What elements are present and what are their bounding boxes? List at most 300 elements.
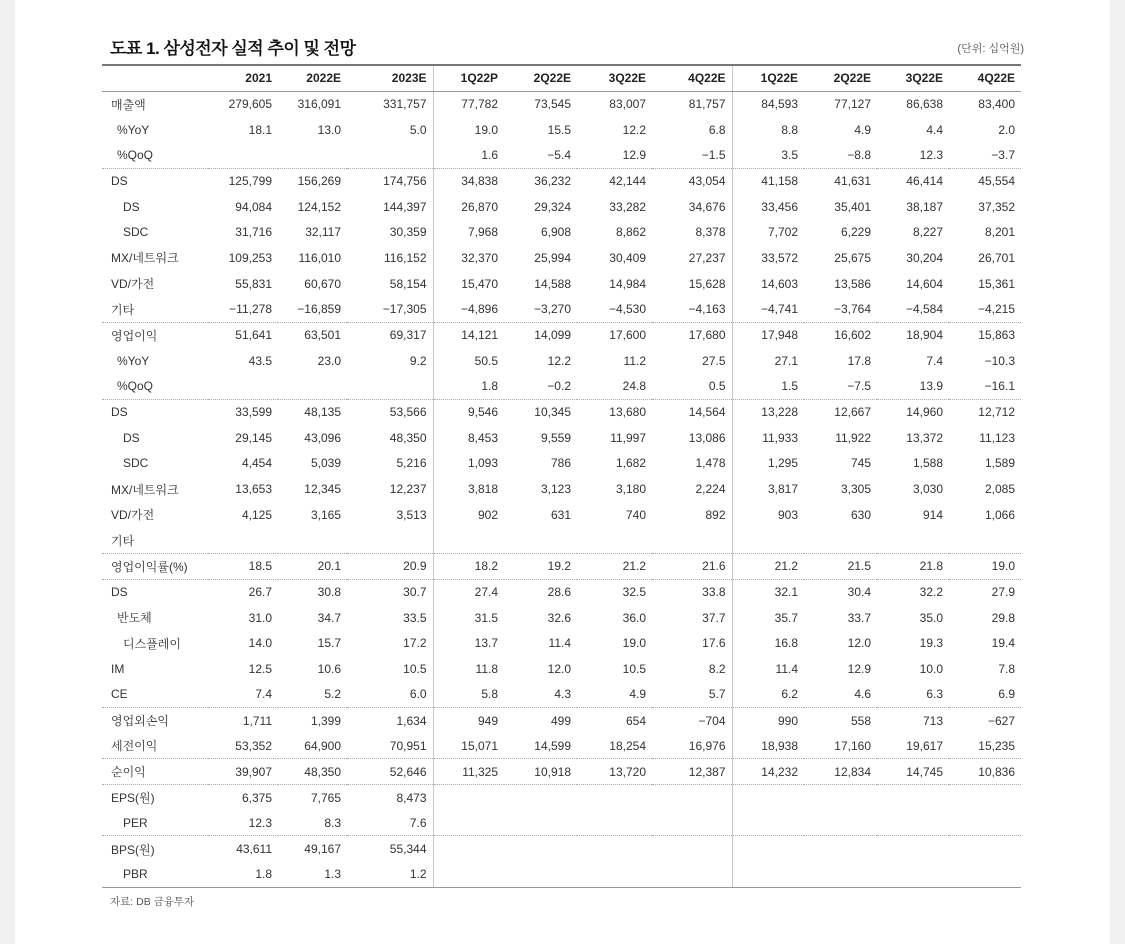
value-cell: 43,054 — [652, 168, 732, 194]
value-cell: 30,204 — [906, 250, 943, 265]
value-cell: 12,667 — [804, 399, 877, 425]
value-cell: 14.0 — [248, 636, 272, 651]
value-cell: 8,453 — [467, 430, 498, 445]
value-cell: −3,270 — [533, 302, 571, 317]
value-cell: −704 — [652, 708, 732, 734]
value-cell: 48,350 — [347, 425, 433, 451]
value-cell: 83,007 — [609, 97, 646, 112]
value-cell: 4.9 — [629, 687, 646, 702]
value-cell: 34.7 — [317, 610, 341, 625]
value-cell: 33.8 — [652, 579, 732, 605]
value-cell: 1.8 — [208, 862, 278, 888]
value-cell — [732, 528, 804, 554]
table-row — [102, 708, 1021, 734]
value-cell: 12,834 — [804, 759, 877, 785]
table-row — [102, 682, 1021, 708]
table-row — [102, 862, 1021, 888]
value-cell — [577, 785, 652, 811]
value-cell: 3.5 — [781, 147, 798, 162]
value-cell: 3,123 — [540, 482, 571, 497]
value-cell: 17,600 — [577, 322, 652, 348]
row-label: 반도체 — [117, 611, 152, 626]
value-cell: 125,799 — [208, 168, 278, 194]
value-cell: 18,904 — [877, 322, 949, 348]
table-row — [102, 656, 1021, 682]
value-cell: −4,215 — [977, 302, 1015, 317]
value-cell: 33.7 — [847, 610, 871, 625]
value-cell: 46,414 — [877, 168, 949, 194]
value-cell: 5,039 — [310, 456, 341, 471]
value-cell: 3,818 — [467, 482, 498, 497]
value-cell: −1.5 — [652, 142, 732, 168]
value-cell — [208, 142, 278, 168]
value-cell: 11,325 — [433, 759, 504, 785]
row-label: %YoY — [117, 122, 150, 137]
value-cell: 8,227 — [912, 225, 943, 240]
value-cell: 631 — [550, 507, 571, 522]
value-cell: 3,030 — [912, 482, 943, 497]
table-row — [102, 322, 1021, 348]
value-cell — [433, 528, 504, 554]
row-label: DS — [102, 399, 208, 425]
value-cell — [504, 785, 577, 811]
value-cell: 4.9 — [854, 122, 871, 137]
value-cell: 13,228 — [732, 399, 804, 425]
value-cell — [433, 785, 504, 811]
row-label: 영업이익률(%) — [102, 553, 208, 579]
value-cell: 8,201 — [984, 225, 1015, 240]
header-period-cell: 2Q22E — [804, 65, 877, 91]
value-cell: −4,530 — [608, 302, 646, 317]
value-cell: 20.9 — [347, 553, 433, 579]
row-label: SDC — [123, 456, 149, 471]
value-cell — [577, 862, 652, 888]
value-cell: 12.9 — [847, 661, 871, 676]
value-cell: 23.0 — [317, 353, 341, 368]
value-cell: 15,863 — [949, 322, 1021, 348]
value-cell: 53,566 — [347, 399, 433, 425]
table-row — [102, 579, 1021, 605]
value-cell: 35.7 — [774, 610, 798, 625]
table-row — [102, 630, 1021, 656]
value-cell: 21.6 — [652, 553, 732, 579]
value-cell: 2,085 — [984, 482, 1015, 497]
row-label: DS — [102, 579, 208, 605]
value-cell: −3,764 — [833, 302, 871, 317]
value-cell: 10.5 — [347, 656, 433, 682]
value-cell: 21.5 — [804, 553, 877, 579]
value-cell: 2.0 — [998, 122, 1015, 137]
value-cell — [577, 528, 652, 554]
value-cell — [652, 785, 732, 811]
value-cell: 1,093 — [467, 456, 498, 471]
value-cell: 29,324 — [534, 199, 571, 214]
value-cell: −3.7 — [991, 147, 1015, 162]
value-cell: 60,670 — [304, 276, 341, 291]
row-label: MX/네트워크 — [111, 482, 179, 497]
value-cell: −4,741 — [760, 302, 798, 317]
value-cell: 14,984 — [609, 276, 646, 291]
value-cell: 3,817 — [767, 482, 798, 497]
value-cell: 7.8 — [998, 661, 1015, 676]
table-row — [102, 348, 1021, 374]
value-cell: 14,603 — [761, 276, 798, 291]
value-cell: −627 — [949, 708, 1021, 734]
value-cell: 13.0 — [317, 122, 341, 137]
value-cell: 19,617 — [906, 738, 943, 753]
value-cell: 18.1 — [248, 122, 272, 137]
value-cell: 558 — [804, 708, 877, 734]
value-cell: 5.8 — [481, 687, 498, 702]
value-cell: 27.4 — [433, 579, 504, 605]
row-label: 기타 — [111, 533, 135, 548]
value-cell: 5.0 — [347, 117, 433, 143]
value-cell: −11,278 — [229, 302, 272, 317]
value-cell: 1.6 — [481, 147, 498, 162]
value-cell: 19.0 — [622, 636, 646, 651]
value-cell: 8.8 — [781, 122, 798, 137]
value-cell: 32,370 — [461, 250, 498, 265]
value-cell: 21.2 — [577, 553, 652, 579]
value-cell: 0.5 — [652, 374, 732, 400]
value-cell: −10.3 — [984, 353, 1015, 368]
value-cell: 6,908 — [540, 225, 571, 240]
value-cell: 21.8 — [877, 553, 949, 579]
value-cell: 12,345 — [304, 482, 341, 497]
value-cell: 39,907 — [208, 759, 278, 785]
value-cell: 7.4 — [926, 353, 943, 368]
value-cell: 33,282 — [609, 199, 646, 214]
value-cell: 9,559 — [540, 430, 571, 445]
value-cell: 48,350 — [278, 759, 347, 785]
value-cell: 116,010 — [298, 250, 341, 265]
value-cell — [732, 862, 804, 888]
value-cell: 7.4 — [255, 687, 272, 702]
row-label: PBR — [102, 862, 208, 888]
value-cell: 27.1 — [774, 353, 798, 368]
value-cell — [804, 836, 877, 862]
value-cell: 29,145 — [235, 430, 272, 445]
value-cell: 7,968 — [467, 225, 498, 240]
source-note: 자료: DB 금융투자 — [110, 896, 195, 908]
value-cell — [504, 862, 577, 888]
row-label: %YoY — [117, 353, 150, 368]
value-cell: 19.0 — [949, 553, 1021, 579]
value-cell: 713 — [877, 708, 949, 734]
table-row — [102, 142, 1021, 168]
value-cell: 20.1 — [278, 553, 347, 579]
value-cell — [732, 810, 804, 836]
value-cell: 63,501 — [278, 322, 347, 348]
value-cell: 4,125 — [241, 507, 272, 522]
row-label: %QoQ — [117, 379, 154, 394]
value-cell: 18.2 — [433, 553, 504, 579]
value-cell: 3,513 — [347, 502, 433, 528]
value-cell: 499 — [504, 708, 577, 734]
value-cell: 1,711 — [208, 708, 278, 734]
table-row — [102, 219, 1021, 245]
value-cell: 11,997 — [610, 430, 646, 445]
value-cell: 12,237 — [347, 476, 433, 502]
value-cell: 36.0 — [622, 610, 646, 625]
value-cell: 7,702 — [767, 225, 798, 240]
value-cell: 1.2 — [347, 862, 433, 888]
row-label: VD/가전 — [111, 508, 155, 523]
value-cell — [504, 836, 577, 862]
value-cell: 6,229 — [840, 225, 871, 240]
header-period-cell: 2023E — [347, 65, 433, 91]
value-cell: 12,387 — [652, 759, 732, 785]
table-row — [102, 451, 1021, 477]
row-label: VD/가전 — [111, 277, 155, 292]
value-cell: 18,254 — [609, 738, 646, 753]
value-cell: 84,593 — [761, 97, 798, 112]
value-cell — [278, 374, 347, 400]
value-cell — [949, 785, 1021, 811]
value-cell: 51,641 — [208, 322, 278, 348]
table-row — [102, 476, 1021, 502]
value-cell: 13,372 — [906, 430, 943, 445]
value-cell: 70,951 — [347, 733, 433, 759]
table-row — [102, 836, 1021, 862]
value-cell: 316,091 — [297, 97, 341, 112]
table-row — [102, 759, 1021, 785]
value-cell: 30.4 — [804, 579, 877, 605]
value-cell: 16.8 — [774, 636, 798, 651]
value-cell: 36,232 — [504, 168, 577, 194]
header-period-cell: 1Q22P — [433, 65, 504, 91]
value-cell: 10,345 — [504, 399, 577, 425]
value-cell: 14,599 — [534, 738, 571, 753]
value-cell: 38,187 — [906, 199, 943, 214]
value-cell: 26,701 — [978, 250, 1015, 265]
table-row — [102, 374, 1021, 400]
value-cell: 8,473 — [347, 785, 433, 811]
value-cell: 10,836 — [949, 759, 1021, 785]
value-cell: 11.2 — [623, 353, 646, 368]
header-period-cell: 4Q22E — [949, 65, 1021, 91]
value-cell: 41,158 — [732, 168, 804, 194]
value-cell: 8,862 — [615, 225, 646, 240]
value-cell: 15.5 — [547, 122, 571, 137]
value-cell: 14,960 — [877, 399, 949, 425]
row-label: 영업외손익 — [102, 708, 208, 734]
value-cell: 11,933 — [762, 430, 798, 445]
value-cell: 15,071 — [461, 738, 498, 753]
row-label: MX/네트워크 — [111, 251, 179, 266]
table-row — [102, 785, 1021, 811]
value-cell: 42,144 — [577, 168, 652, 194]
value-cell: 6.8 — [652, 117, 732, 143]
value-cell: −4,896 — [460, 302, 498, 317]
row-label: 기타 — [111, 302, 135, 317]
value-cell: 13,086 — [652, 425, 732, 451]
value-cell — [433, 836, 504, 862]
value-cell: 8,378 — [652, 219, 732, 245]
row-label: 영업이익 — [102, 322, 208, 348]
value-cell — [877, 810, 949, 836]
table-row — [102, 117, 1021, 143]
value-cell: 6.2 — [781, 687, 798, 702]
value-cell: 8.3 — [324, 815, 341, 830]
value-cell: 28.6 — [504, 579, 577, 605]
value-cell: −16.1 — [984, 379, 1015, 394]
value-cell: 12.0 — [847, 636, 871, 651]
row-label: DS — [102, 168, 208, 194]
value-cell: 7.6 — [347, 810, 433, 836]
value-cell: 1,634 — [347, 708, 433, 734]
value-cell: 86,638 — [906, 97, 943, 112]
value-cell: 12.5 — [248, 661, 272, 676]
value-cell: 27.5 — [652, 348, 732, 374]
table-title: 도표 1. 삼성전자 실적 추이 및 전망 — [110, 39, 356, 58]
value-cell — [577, 836, 652, 862]
value-cell: 902 — [477, 507, 498, 522]
value-cell — [877, 785, 949, 811]
value-cell: 14,588 — [534, 276, 571, 291]
row-label: %QoQ — [117, 147, 154, 162]
value-cell: 2,224 — [652, 476, 732, 502]
value-cell: 41,631 — [804, 168, 877, 194]
row-label: DS — [123, 199, 140, 214]
row-label: EPS(원) — [102, 785, 208, 811]
value-cell: 990 — [732, 708, 804, 734]
value-cell: 914 — [922, 507, 943, 522]
value-cell: 15,628 — [652, 271, 732, 297]
value-cell: 11.4 — [775, 661, 798, 676]
value-cell: 1,399 — [278, 708, 347, 734]
value-cell: 15.7 — [317, 636, 341, 651]
value-cell: 1,295 — [767, 456, 798, 471]
value-cell: 903 — [777, 507, 798, 522]
value-cell: 12.3 — [248, 815, 272, 830]
value-cell: 949 — [433, 708, 504, 734]
value-cell: 11,922 — [835, 430, 871, 445]
value-cell — [877, 836, 949, 862]
value-cell: −8.8 — [847, 147, 871, 162]
value-cell — [804, 528, 877, 554]
header-period-cell: 3Q22E — [577, 65, 652, 91]
table-body — [102, 91, 1021, 887]
value-cell: 5.2 — [324, 687, 341, 702]
value-cell — [433, 810, 504, 836]
value-cell: 16,976 — [652, 733, 732, 759]
value-cell: 144,397 — [347, 194, 433, 220]
value-cell: 49,167 — [278, 836, 347, 862]
value-cell: 630 — [850, 507, 871, 522]
value-cell: 740 — [625, 507, 646, 522]
value-cell: 31,716 — [235, 225, 272, 240]
value-cell: 4.4 — [926, 122, 943, 137]
value-cell — [278, 142, 347, 168]
value-cell: −17,305 — [347, 297, 433, 323]
header-period-cell: 4Q22E — [652, 65, 732, 91]
value-cell: 14,121 — [433, 322, 504, 348]
value-cell: 4.3 — [554, 687, 571, 702]
row-label: 디스플레이 — [123, 636, 181, 651]
value-cell: 4.6 — [854, 687, 871, 702]
row-label: 순이익 — [102, 759, 208, 785]
value-cell: 15,235 — [978, 738, 1015, 753]
value-cell: 94,084 — [235, 199, 272, 214]
value-cell — [949, 862, 1021, 888]
value-cell: 77,127 — [834, 97, 871, 112]
header-period-cell: 3Q22E — [877, 65, 949, 91]
table-row — [102, 528, 1021, 554]
table-row — [102, 425, 1021, 451]
row-label: SDC — [123, 225, 149, 240]
value-cell: 12.2 — [547, 353, 571, 368]
value-cell: 331,757 — [347, 91, 433, 117]
value-cell: 30,359 — [347, 219, 433, 245]
value-cell: 43.5 — [248, 353, 272, 368]
header-label-cell — [102, 65, 208, 91]
value-cell: 32.1 — [732, 579, 804, 605]
value-cell: 81,757 — [652, 91, 732, 117]
value-cell — [804, 810, 877, 836]
value-cell: 32.5 — [577, 579, 652, 605]
value-cell — [347, 374, 433, 400]
value-cell: 43,611 — [208, 836, 278, 862]
value-cell: 43,096 — [304, 430, 341, 445]
row-label: PER — [123, 815, 148, 830]
value-cell — [347, 528, 433, 554]
value-cell: 279,605 — [228, 97, 272, 112]
value-cell: −7.5 — [847, 379, 871, 394]
value-cell: 116,152 — [347, 245, 433, 271]
value-cell: 26,870 — [461, 199, 498, 214]
value-cell: 5,216 — [347, 451, 433, 477]
value-cell: 9.2 — [347, 348, 433, 374]
value-cell: 25,675 — [834, 250, 871, 265]
value-cell: 31.5 — [474, 610, 498, 625]
value-cell: 13,720 — [577, 759, 652, 785]
value-cell: 12.3 — [919, 147, 943, 162]
value-cell: 1,588 — [912, 456, 943, 471]
value-cell: 14,604 — [906, 276, 943, 291]
value-cell: 33,572 — [761, 250, 798, 265]
value-cell: 13.7 — [474, 636, 498, 651]
value-cell — [949, 528, 1021, 554]
earnings-table — [102, 64, 1021, 888]
value-cell: 6.9 — [998, 687, 1015, 702]
value-cell: 26.7 — [208, 579, 278, 605]
table-row — [102, 194, 1021, 220]
value-cell: 50.5 — [474, 353, 498, 368]
value-cell: 73,545 — [534, 97, 571, 112]
value-cell: 14,232 — [732, 759, 804, 785]
value-cell — [652, 528, 732, 554]
value-cell: 1.8 — [481, 379, 498, 394]
value-cell: 14,564 — [652, 399, 732, 425]
value-cell: 15,470 — [461, 276, 498, 291]
value-cell: 8.2 — [652, 656, 732, 682]
value-cell: 11.8 — [475, 661, 498, 676]
value-cell: 17,948 — [732, 322, 804, 348]
value-cell: 13,680 — [577, 399, 652, 425]
value-cell: 3,165 — [310, 507, 341, 522]
value-cell — [652, 836, 732, 862]
value-cell — [347, 142, 433, 168]
table-row — [102, 399, 1021, 425]
value-cell — [504, 810, 577, 836]
value-cell: 34,676 — [652, 194, 732, 220]
value-cell: 174,756 — [347, 168, 433, 194]
value-cell: 34,838 — [433, 168, 504, 194]
table-header-row — [102, 65, 1021, 91]
value-cell — [652, 810, 732, 836]
table-row — [102, 91, 1021, 117]
